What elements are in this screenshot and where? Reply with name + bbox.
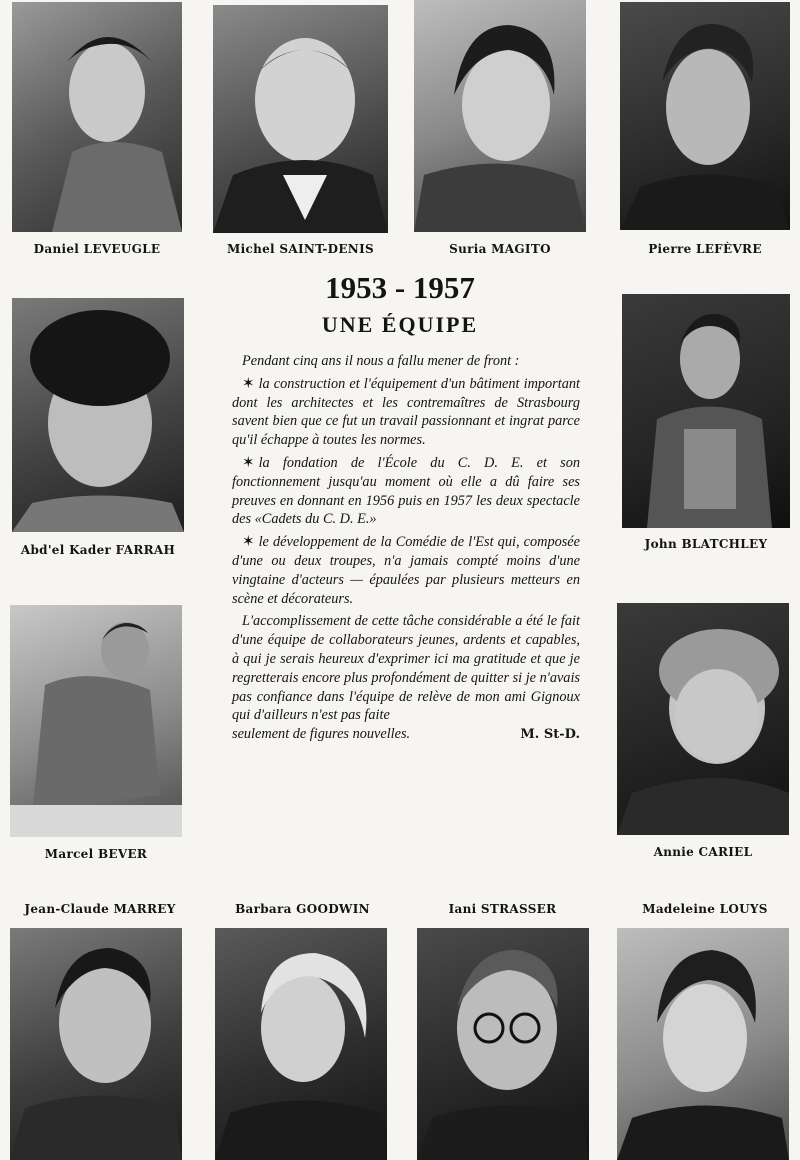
- photo-madeleine-louys: [617, 928, 789, 1160]
- photo-john-blatchley: [622, 294, 790, 528]
- caption-abdel-kader-farrah: Abd'el Kader FARRAH: [20, 543, 176, 557]
- caption-iani-strasser: Iani STRASSER: [448, 902, 557, 916]
- caption-john-blatchley: John BLATCHLEY: [644, 537, 768, 551]
- caption-suria-magito: Suria MAGITO: [449, 242, 551, 256]
- photo-barbara-goodwin: [215, 928, 387, 1160]
- article-text: [232, 352, 580, 745]
- photo-iani-strasser: [417, 928, 589, 1160]
- closing-paragraph: [232, 612, 580, 725]
- signature-line: [232, 725, 580, 745]
- signature: M. St-D.: [520, 727, 580, 743]
- caption-michel-saint-denis: Michel SAINT-DENIS: [227, 242, 374, 256]
- photo-michel-saint-denis: [213, 5, 388, 233]
- star-icon: ✶: [242, 454, 255, 471]
- bullet-text: la fondation de l'École du C. D. E. et son fonctionnement jusqu'au moment où elle a dû faire ses preuves en donnant en 1956 puis en 1957 les deux spectacle des «Cadets du C. D. E.»: [232, 454, 580, 528]
- photo-suria-magito: [414, 0, 586, 232]
- caption-pierre-lefevre: Pierre LEFÈVRE: [648, 242, 762, 256]
- caption-madeleine-louys: Madeleine LOUYS: [642, 902, 768, 916]
- photo-pierre-lefevre: [620, 2, 790, 230]
- caption-marcel-bever: Marcel BEVER: [44, 847, 148, 861]
- caption-daniel-leveugle: Daniel LEVEUGLE: [33, 242, 161, 256]
- heading-years: 1953 - 1957: [325, 270, 475, 305]
- photo-abdel-kader-farrah: [12, 298, 184, 532]
- caption-jean-claude-marrey: Jean-Claude MARREY: [24, 902, 176, 916]
- bullet-paragraph: [232, 375, 580, 450]
- closing-last-line: seulement de figures nouvelles.: [232, 726, 411, 743]
- intro-paragraph: Pendant cinq ans il nous a fallu mener de front :: [242, 353, 520, 369]
- photo-daniel-leveugle: [12, 2, 182, 232]
- bullet-paragraph: [232, 533, 580, 608]
- star-icon: ✶: [242, 375, 255, 392]
- star-icon: ✶: [242, 534, 255, 551]
- bullet-text: le développement de la Comédie de l'Est qui, composée d'une ou deux troupes, n'a jamais compté moins d'une vingtaine d'acteurs — épaulées par plusieurs metteurs en scène et décorateurs.: [232, 534, 580, 607]
- caption-barbara-goodwin: Barbara GOODWIN: [235, 902, 370, 916]
- photo-jean-claude-marrey: [10, 928, 182, 1160]
- bullet-text: la construction et l'équipement d'un bâtiment important dont les architectes et les contremaîtres de Strasbourg savent bien que ce fut un travail passionnant et ingrat parce qu'il échappe à toutes les normes.: [232, 375, 580, 449]
- bullet-paragraph: [232, 454, 580, 529]
- closing-text: L'accomplissement de cette tâche considérable a été le fait d'une équipe de collaborateurs jeunes, ardents et capables, à qui je serais heureux d'exprimer ici ma gratitude et que je regretterais encore plus profondément de quitter si je n'avais pas confiance dans l'équipe de relève de mon ami Gignoux qui d'ailleurs n'est pas faite: [232, 613, 580, 724]
- heading-title: UNE ÉQUIPE: [321, 312, 479, 337]
- caption-annie-cariel: Annie CARIEL: [653, 845, 753, 859]
- photo-marcel-bever: [10, 605, 182, 837]
- photo-annie-cariel: [617, 603, 789, 835]
